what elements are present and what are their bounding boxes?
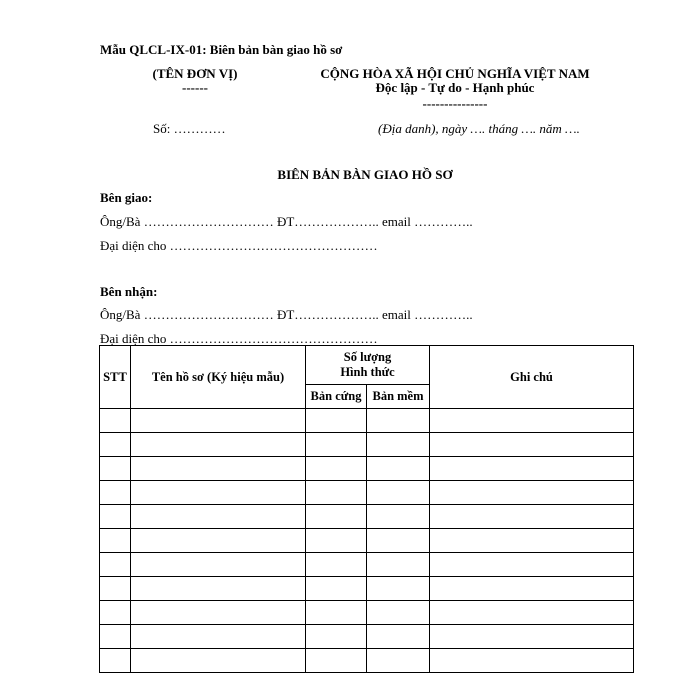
- table-row: [100, 433, 634, 457]
- table-cell: [131, 529, 306, 553]
- table-row: [100, 649, 634, 673]
- table-cell: [306, 433, 367, 457]
- table-row: [100, 625, 634, 649]
- table-cell: [430, 553, 634, 577]
- table-cell: [131, 505, 306, 529]
- org-name: (TÊN ĐƠN VỊ): [152, 66, 238, 81]
- table-cell: [367, 625, 430, 649]
- table-cell: [306, 649, 367, 673]
- table-cell: [367, 601, 430, 625]
- table-cell: [367, 457, 430, 481]
- table-cell: [306, 577, 367, 601]
- nation-motto: Độc lập - Tự do - Hạnh phúc: [375, 80, 535, 95]
- doc-title: BIÊN BẢN BÀN GIAO HỒ SƠ: [277, 167, 453, 182]
- table-cell: [430, 601, 634, 625]
- table-cell: [131, 409, 306, 433]
- table-cell: [367, 505, 430, 529]
- table-cell: [100, 649, 131, 673]
- table-cell: [100, 601, 131, 625]
- col-name-header: Tên hồ sơ (Ký hiệu mẫu): [131, 346, 306, 409]
- nation-underline: ---------------: [422, 96, 488, 111]
- table-cell: [430, 481, 634, 505]
- table-cell: [100, 457, 131, 481]
- table-cell: [306, 625, 367, 649]
- table-cell: [306, 601, 367, 625]
- table-cell: [306, 529, 367, 553]
- table-cell: [131, 649, 306, 673]
- table-cell: [100, 409, 131, 433]
- receiver-represent-line: Đại diện cho …………………………………………: [100, 331, 378, 346]
- table-cell: [100, 481, 131, 505]
- table-cell: [131, 625, 306, 649]
- table-cell: [306, 409, 367, 433]
- table-cell: [430, 433, 634, 457]
- table-cell: [430, 409, 634, 433]
- col-hard-header: Bản cứng: [306, 385, 367, 409]
- table-cell: [100, 553, 131, 577]
- giver-heading: Bên giao:: [100, 190, 153, 205]
- table-cell: [367, 649, 430, 673]
- table-cell: [306, 553, 367, 577]
- table-cell: [100, 625, 131, 649]
- table-cell: [367, 433, 430, 457]
- table-cell: [131, 601, 306, 625]
- table-cell: [367, 577, 430, 601]
- table-row: [100, 481, 634, 505]
- table-cell: [131, 433, 306, 457]
- table-cell: [367, 529, 430, 553]
- table-cell: [367, 481, 430, 505]
- col-qty-header: [306, 346, 430, 385]
- col-stt-header: STT: [100, 346, 131, 409]
- nation-title: CỘNG HÒA XÃ HỘI CHỦ NGHĨA VIỆT NAM: [320, 66, 590, 81]
- doc-number: Số: …………: [153, 121, 226, 136]
- table-row: [100, 553, 634, 577]
- table-row: [100, 505, 634, 529]
- table-row: [100, 601, 634, 625]
- org-underline: ------: [182, 80, 208, 95]
- receiver-person-line: Ông/Bà ………………………… ĐT……………….. email …………..: [100, 307, 473, 322]
- table-cell: [430, 457, 634, 481]
- table-cell: [367, 553, 430, 577]
- table-cell: [131, 481, 306, 505]
- table-cell: [306, 481, 367, 505]
- table-cell: [131, 577, 306, 601]
- place-date: (Địa danh), ngày …. tháng …. năm ….: [378, 121, 580, 136]
- table-row: [100, 457, 634, 481]
- giver-represent-line: Đại diện cho …………………………………………: [100, 238, 378, 253]
- table-cell: [131, 553, 306, 577]
- handover-table: [99, 345, 634, 673]
- receiver-heading: Bên nhận:: [100, 284, 158, 299]
- table-cell: [430, 505, 634, 529]
- table-cell: [100, 505, 131, 529]
- table-row: [100, 529, 634, 553]
- table-cell: [131, 457, 306, 481]
- table-cell: [100, 433, 131, 457]
- table-body: [100, 409, 634, 673]
- table-cell: [430, 649, 634, 673]
- form-code: Mẫu QLCL-IX-01: Biên bản bàn giao hồ sơ: [100, 42, 343, 57]
- table-cell: [430, 577, 634, 601]
- table-row: [100, 409, 634, 433]
- col-qty-line1: Số lượng: [343, 350, 392, 364]
- table-cell: [100, 529, 131, 553]
- table-cell: [367, 409, 430, 433]
- table-cell: [306, 505, 367, 529]
- table-cell: [100, 577, 131, 601]
- table-row: [100, 577, 634, 601]
- table-cell: [430, 529, 634, 553]
- table-cell: [430, 625, 634, 649]
- giver-person-line: Ông/Bà ………………………… ĐT……………….. email …………..: [100, 214, 473, 229]
- col-soft-header: Bản mềm: [367, 385, 430, 409]
- table-cell: [306, 457, 367, 481]
- col-note-header: Ghi chú: [430, 346, 634, 409]
- col-qty-line2: Hình thức: [340, 365, 395, 379]
